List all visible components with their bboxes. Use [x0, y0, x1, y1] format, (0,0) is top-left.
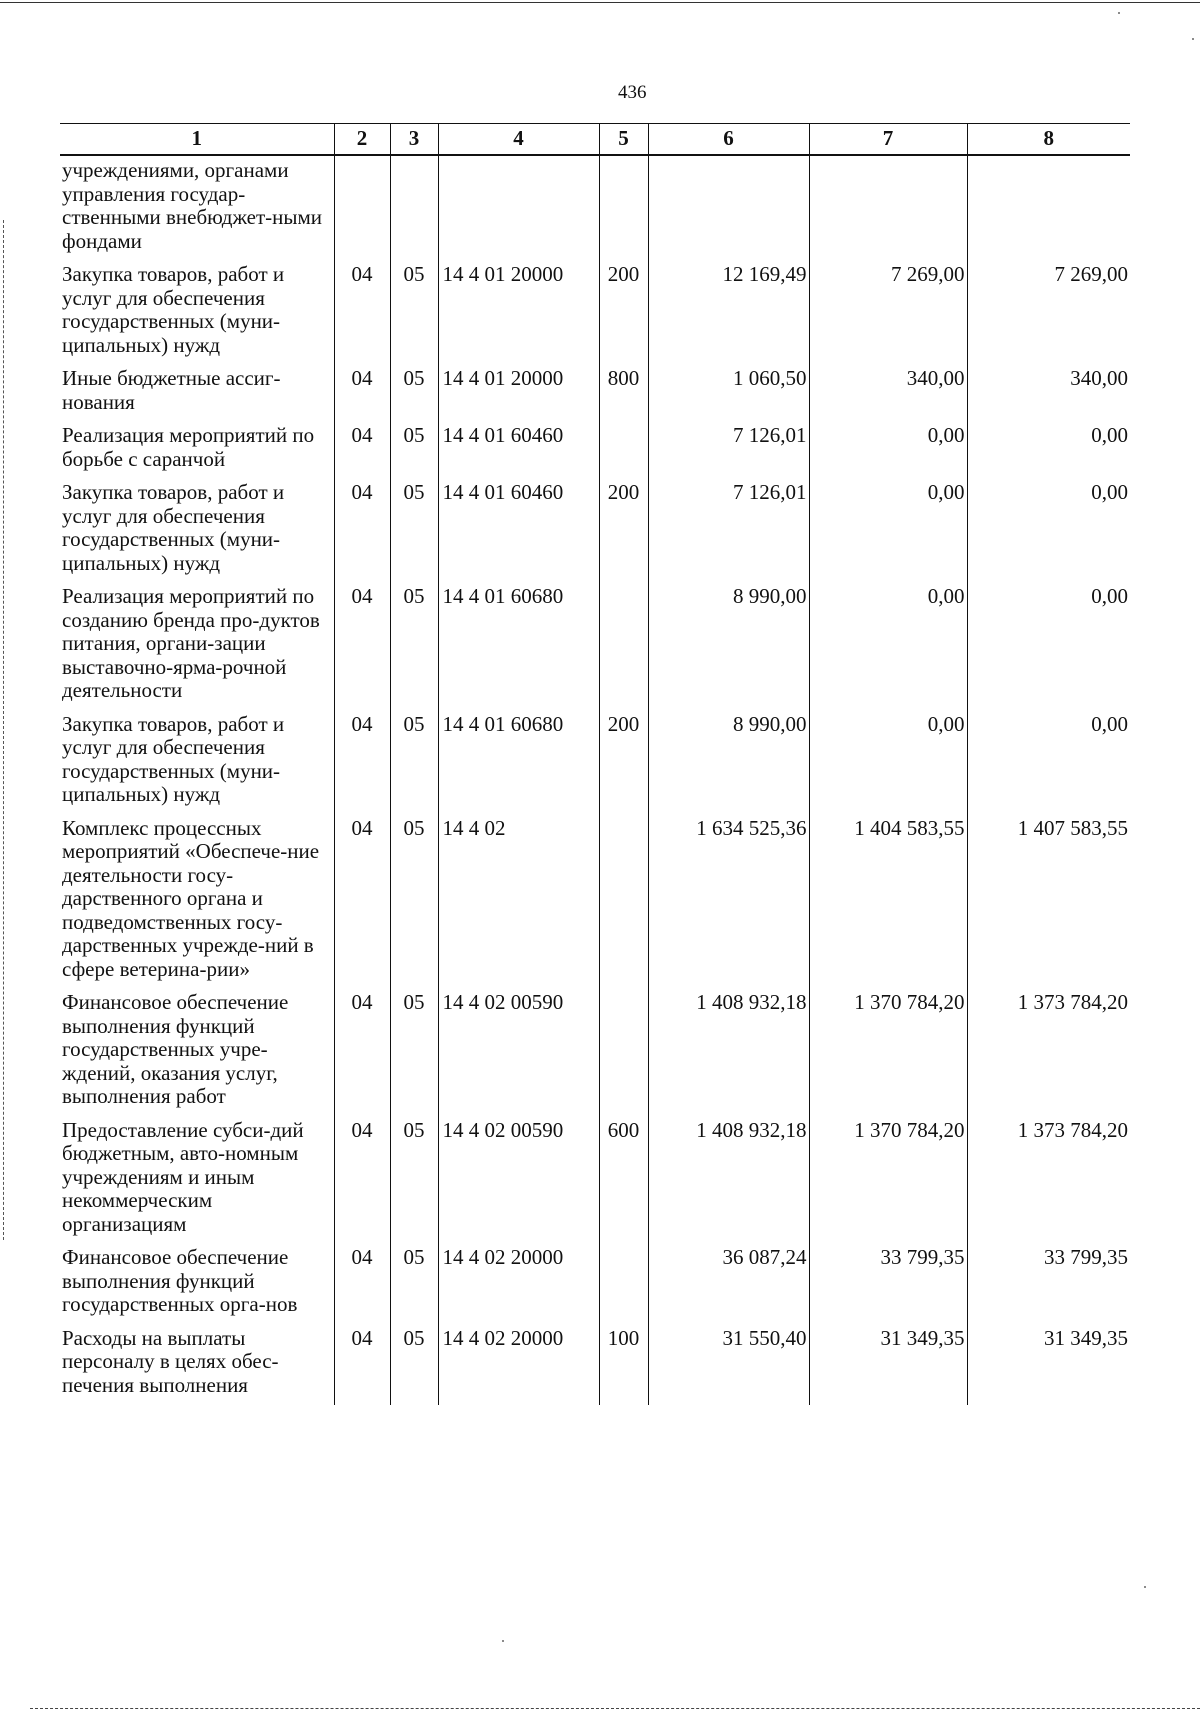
- cell-amount-8: 7 269,00: [967, 263, 1130, 367]
- cell-subsection: 05: [390, 263, 438, 367]
- cell-section: 04: [334, 713, 390, 817]
- scan-speck: [1192, 38, 1194, 40]
- cell-expense-type: 600: [599, 1119, 648, 1247]
- cell-section: 04: [334, 1327, 390, 1405]
- cell-amount-8: [967, 155, 1130, 263]
- table-row: [60, 424, 1130, 481]
- cell-amount-7: 0,00: [809, 481, 967, 585]
- cell-target-article: 14 4 01 60460: [438, 481, 599, 585]
- cell-subsection: 05: [390, 424, 438, 481]
- header-row: [60, 124, 1130, 156]
- cell-section: 04: [334, 1119, 390, 1247]
- cell-amount-7: 1 404 583,55: [809, 817, 967, 992]
- cell-amount-7: 0,00: [809, 585, 967, 713]
- table-row: [60, 713, 1130, 817]
- table-row: [60, 991, 1130, 1119]
- scan-border-top: [0, 2, 1200, 3]
- page-number: 436: [618, 82, 647, 103]
- cell-amount-7: 1 370 784,20: [809, 1119, 967, 1247]
- cell-subsection: 05: [390, 585, 438, 713]
- cell-expense-type: [599, 1246, 648, 1327]
- scan-border-bottom: [30, 1708, 1200, 1709]
- cell-subsection: 05: [390, 991, 438, 1119]
- cell-amount-6: 31 550,40: [648, 1327, 809, 1405]
- cell-amount-8: 1 373 784,20: [967, 1119, 1130, 1247]
- cell-amount-6: 1 060,50: [648, 367, 809, 424]
- cell-section: [334, 155, 390, 263]
- column-header: 1: [60, 124, 334, 156]
- cell-section: 04: [334, 817, 390, 992]
- cell-section: 04: [334, 367, 390, 424]
- row-name: Реализация мероприятий по созданию бренда про-дуктов питания, органи-зации выставочно-ярма-рочной деятельности: [62, 584, 320, 702]
- cell-target-article: [438, 155, 599, 263]
- table-row: [60, 585, 1130, 713]
- cell-target-article: 14 4 02 20000: [438, 1246, 599, 1327]
- row-name: Иные бюджетные ассиг-нования: [62, 366, 281, 414]
- cell-section: 04: [334, 585, 390, 713]
- table-row: [60, 817, 1130, 992]
- table-row: [60, 263, 1130, 367]
- cell-target-article: 14 4 02 00590: [438, 1119, 599, 1247]
- cell-amount-6: 8 990,00: [648, 713, 809, 817]
- column-header: 8: [967, 124, 1130, 156]
- cell-subsection: 05: [390, 713, 438, 817]
- table-row: [60, 1119, 1130, 1247]
- cell-amount-6: 7 126,01: [648, 424, 809, 481]
- cell-amount-6: 8 990,00: [648, 585, 809, 713]
- cell-amount-7: 0,00: [809, 713, 967, 817]
- cell-expense-type: [599, 817, 648, 992]
- cell-section: 04: [334, 481, 390, 585]
- cell-amount-7: 340,00: [809, 367, 967, 424]
- table-row: [60, 367, 1130, 424]
- cell-amount-6: 12 169,49: [648, 263, 809, 367]
- budget-table: [60, 123, 1130, 1405]
- cell-amount-7: 33 799,35: [809, 1246, 967, 1327]
- cell-amount-8: 31 349,35: [967, 1327, 1130, 1405]
- cell-target-article: 14 4 01 60460: [438, 424, 599, 481]
- cell-amount-7: 31 349,35: [809, 1327, 967, 1405]
- cell-target-article: 14 4 01 20000: [438, 263, 599, 367]
- cell-expense-type: 800: [599, 367, 648, 424]
- scan-border-left: [3, 220, 4, 1240]
- row-name: Финансовое обеспечение выполнения функций государственных орга-нов: [62, 1245, 298, 1316]
- cell-amount-7: 7 269,00: [809, 263, 967, 367]
- row-name: Комплекс процессных мероприятий «Обеспече-ние деятельности госу-дарственного органа и подведомственных госу-дарственных учрежде-ний в сфере ветерина-рии»: [62, 815, 320, 981]
- cell-subsection: 05: [390, 1246, 438, 1327]
- column-header: 6: [648, 124, 809, 156]
- column-header: 2: [334, 124, 390, 156]
- cell-subsection: [390, 155, 438, 263]
- cell-amount-6: 36 087,24: [648, 1246, 809, 1327]
- scan-speck: [502, 1640, 504, 1642]
- cell-subsection: 05: [390, 1327, 438, 1405]
- cell-subsection: 05: [390, 817, 438, 992]
- scan-speck: [1118, 12, 1120, 14]
- row-name: Расходы на выплаты персоналу в целях обес-печения выполнения: [62, 1325, 279, 1397]
- cell-target-article: 14 4 02: [438, 817, 599, 992]
- column-header: 3: [390, 124, 438, 156]
- table-row: [60, 155, 1130, 263]
- scan-speck: [1144, 1586, 1146, 1588]
- row-name: Предоставление субси-дий бюджетным, авто-номным учреждениям и иным некоммерческим организациям: [62, 1117, 304, 1236]
- cell-amount-8: 0,00: [967, 585, 1130, 713]
- cell-subsection: 05: [390, 367, 438, 424]
- cell-amount-7: 1 370 784,20: [809, 991, 967, 1119]
- table-row: [60, 1327, 1130, 1405]
- cell-amount-7: 0,00: [809, 424, 967, 481]
- cell-target-article: 14 4 02 00590: [438, 991, 599, 1119]
- cell-amount-6: 1 634 525,36: [648, 817, 809, 992]
- cell-amount-7: [809, 155, 967, 263]
- cell-expense-type: [599, 585, 648, 713]
- cell-amount-6: [648, 155, 809, 263]
- row-name: учреждениями, органами управления государ-ственными внебюджет-ными фондами: [62, 158, 323, 253]
- cell-target-article: 14 4 01 20000: [438, 367, 599, 424]
- table-row: [60, 1246, 1130, 1327]
- cell-expense-type: [599, 155, 648, 263]
- cell-target-article: 14 4 01 60680: [438, 585, 599, 713]
- cell-expense-type: 100: [599, 1327, 648, 1405]
- cell-section: 04: [334, 991, 390, 1119]
- cell-amount-8: 1 407 583,55: [967, 817, 1130, 992]
- row-name: Закупка товаров, работ и услуг для обеспечения государственных (муни-ципальных) нужд: [62, 711, 285, 806]
- cell-amount-8: 33 799,35: [967, 1246, 1130, 1327]
- cell-amount-6: 1 408 932,18: [648, 991, 809, 1119]
- row-name: Финансовое обеспечение выполнения функций государственных учре-ждений, оказания услуг, выполнения работ: [62, 990, 289, 1108]
- cell-expense-type: 200: [599, 481, 648, 585]
- column-header: 4: [438, 124, 599, 156]
- row-name: Реализация мероприятий по борьбе с саранчой: [62, 423, 315, 471]
- cell-section: 04: [334, 1246, 390, 1327]
- cell-expense-type: 200: [599, 713, 648, 817]
- cell-section: 04: [334, 263, 390, 367]
- row-name: Закупка товаров, работ и услуг для обеспечения государственных (муни-ципальных) нужд: [62, 262, 285, 357]
- cell-amount-6: 7 126,01: [648, 481, 809, 585]
- column-header: 7: [809, 124, 967, 156]
- cell-amount-8: 0,00: [967, 481, 1130, 585]
- cell-expense-type: [599, 424, 648, 481]
- cell-expense-type: 200: [599, 263, 648, 367]
- cell-amount-8: 0,00: [967, 713, 1130, 817]
- cell-target-article: 14 4 01 60680: [438, 713, 599, 817]
- cell-amount-8: 1 373 784,20: [967, 991, 1130, 1119]
- cell-subsection: 05: [390, 481, 438, 585]
- row-name: Закупка товаров, работ и услуг для обеспечения государственных (муни-ципальных) нужд: [62, 480, 285, 575]
- cell-target-article: 14 4 02 20000: [438, 1327, 599, 1405]
- cell-section: 04: [334, 424, 390, 481]
- table-row: [60, 481, 1130, 585]
- cell-expense-type: [599, 991, 648, 1119]
- cell-amount-8: 0,00: [967, 424, 1130, 481]
- cell-amount-6: 1 408 932,18: [648, 1119, 809, 1247]
- column-header: 5: [599, 124, 648, 156]
- cell-subsection: 05: [390, 1119, 438, 1247]
- cell-amount-8: 340,00: [967, 367, 1130, 424]
